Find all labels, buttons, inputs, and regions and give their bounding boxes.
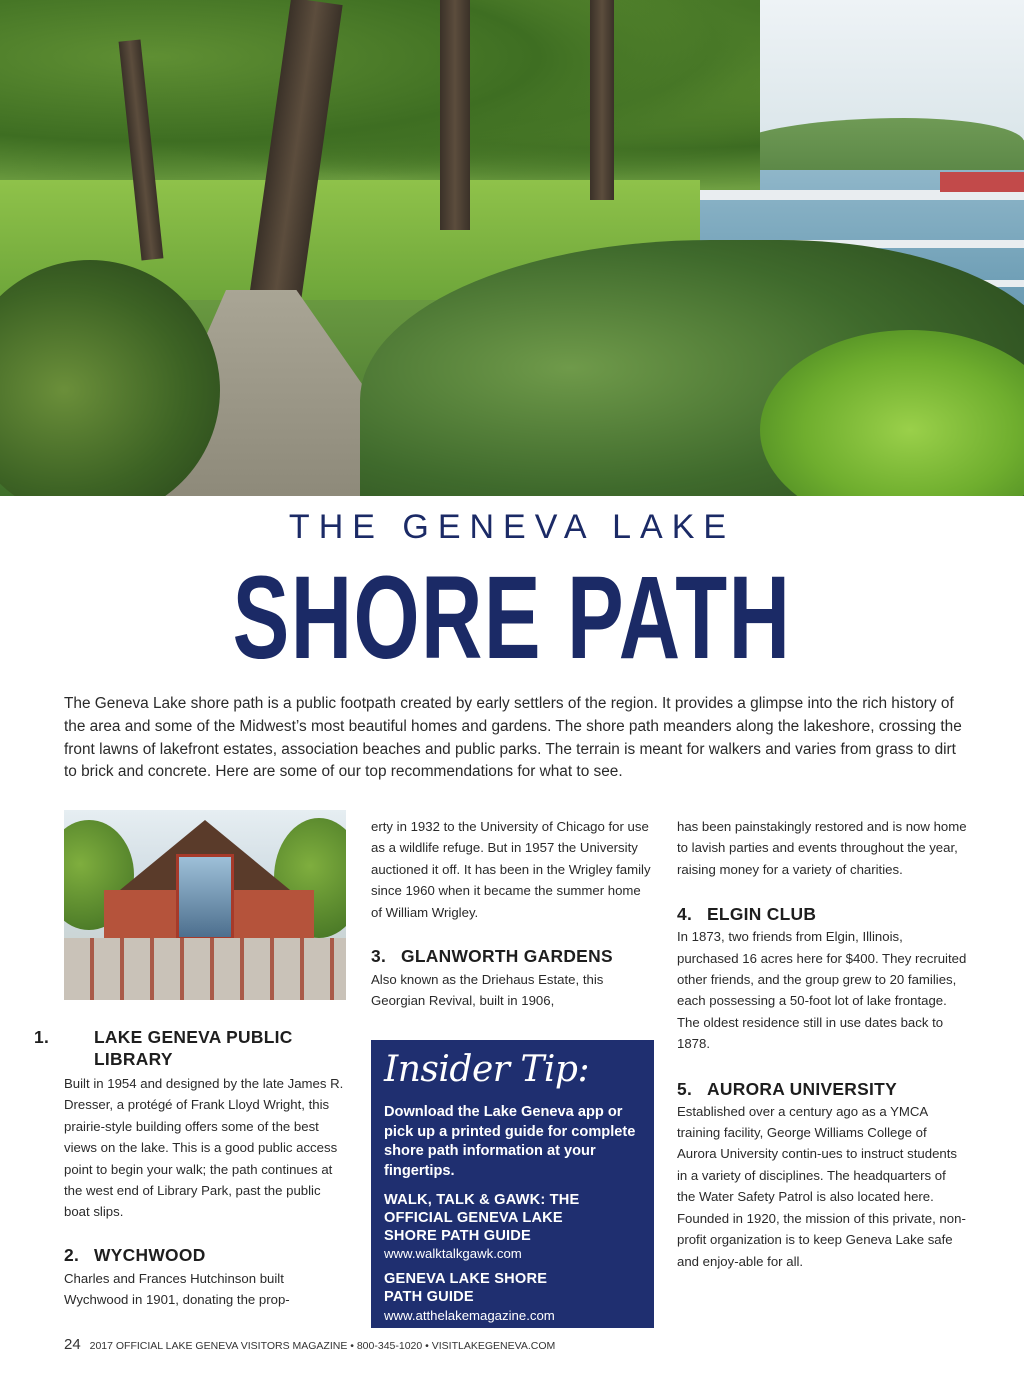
- tip-resource: [384, 1192, 654, 1262]
- section-body-elgin: In 1873, two friends from Elgin, Illinois, purchased 16 acres here for $400. They recruited other friends, and the group grew to 20 families, each possessing a 50-foot lot of lake frontage. The oldest residence still in use dates back to 1878.: [677, 929, 967, 1052]
- footer-text: 2017 OFFICIAL LAKE GENEVA VISITORS MAGAZINE • 800-345-1020 • VISITLAKEGENEVA.COM: [89, 1340, 556, 1352]
- section-heading-aurora: 5. AURORA UNIVERSITY: [677, 1078, 897, 1099]
- kicker-title: THE GENEVA LAKE: [288, 508, 736, 546]
- tip-resource: [384, 1271, 654, 1324]
- section-body-wychwood: Charles and Frances Hutchinson built Wychwood in 1901, donating the prop-: [64, 1270, 290, 1308]
- page-title: SHORE PATH: [232, 552, 792, 684]
- page-footer: [64, 1336, 555, 1353]
- section-heading-glanworth: 3. GLANWORTH GARDENS: [371, 946, 613, 967]
- section-heading-wychwood: 2. WYCHWOOD: [64, 1244, 206, 1265]
- section-body-aurora: Established over a century ago as a YMCA training facility, George Williams College of Aurora University contin-ues to instruct students in a variety of disciplines. The headquarters of the Water Safety Patrol is also located here. Founded in 1920, the mission of this private, non-profit organization is to keep Geneva Lake safe and enjoy-able for all.: [677, 1103, 966, 1269]
- tip-resource-name: GENEVA LAKE SHORE PATH GUIDE: [384, 1271, 548, 1306]
- tip-resource-url[interactable]: www.atthelakemagazine.com: [384, 1307, 555, 1323]
- insider-tip-box: [371, 1040, 654, 1328]
- insider-tip-title: Insider Tip:: [384, 1049, 590, 1090]
- section-heading-library: 1. LAKE GENEVA PUBLIC LIBRARY: [34, 1027, 293, 1069]
- column-2: [371, 816, 653, 1012]
- tip-resource-name: WALK, TALK & GAWK: THE OFFICIAL GENEVA LAKE SHORE PATH GUIDE: [384, 1192, 580, 1244]
- hero-photo-shore-path: [0, 0, 1024, 496]
- intro-paragraph: The Geneva Lake shore path is a public footpath created by early settlers of the region. It provides a glimpse into the rich history of the area and some of the Midwest’s most beautiful homes and gardens. The shore path meanders along the lakeshore, crossing the front lawns of lakefront estates, association beaches and public parks. The terrain is meant for walkers and varies from grass to dirt to brick and concrete. Here are some of our top recommendations for what to see.: [64, 695, 962, 781]
- page-number: 24: [64, 1336, 81, 1353]
- section-body-glanworth: Also known as the Driehaus Estate, this Georgian Revival, built in 1906,: [371, 972, 604, 1009]
- library-photo: [64, 810, 346, 1000]
- column-1: [34, 810, 346, 1311]
- column-3: [677, 816, 967, 1272]
- section-heading-elgin: 4. ELGIN CLUB: [677, 904, 817, 925]
- section-body-library: Built in 1954 and designed by the late James R. Dresser, a protégé of Frank Lloyd Wright, this prairie-style building offers some of the best views on the lake. This is a good public access point to begin your walk; the path continues at the west end of Library Park, past the public boat slips.: [64, 1076, 344, 1220]
- insider-tip-body: Download the Lake Geneva app or pick up a printed guide for complete shore path information at your fingertips.: [384, 1104, 636, 1179]
- section-body-wychwood-continued: erty in 1932 to the University of Chicago for use as a wildlife refuge. But in 1957 the University auctioned it off. It has been in the Wrigley family since 1960 when it became the summer home of William Wrigley.: [371, 819, 651, 920]
- section-body-glanworth-continued: has been painstakingly restored and is now home to lavish parties and events throughout the year, raising money for a variety of charities.: [677, 819, 967, 877]
- tip-resource-url[interactable]: www.walktalkgawk.com: [384, 1246, 522, 1262]
